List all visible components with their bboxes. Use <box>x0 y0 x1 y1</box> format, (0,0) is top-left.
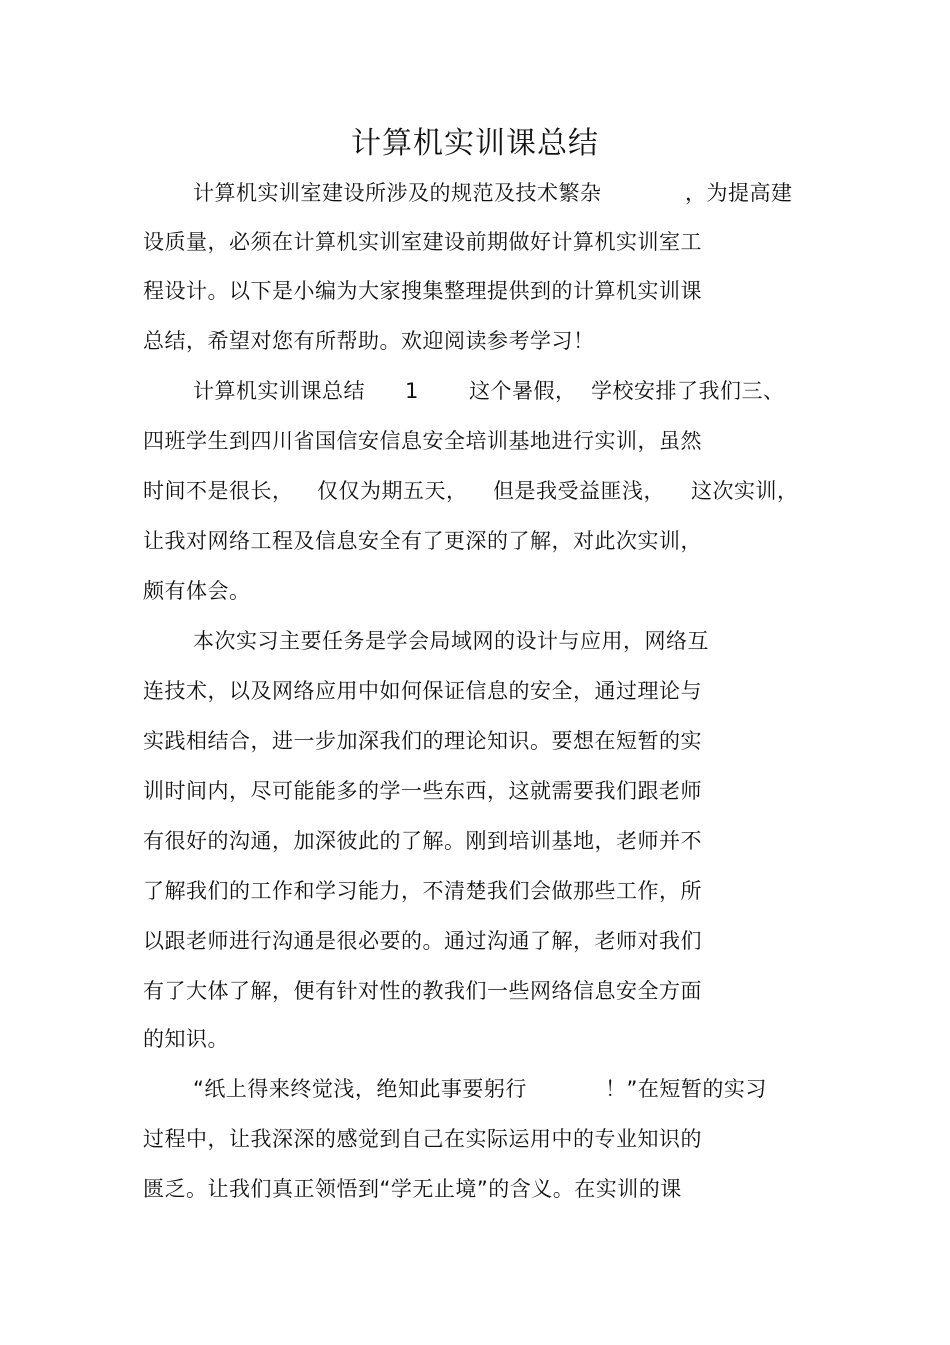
paragraph-2-line-3-seg-4: 这次实训， <box>691 479 799 503</box>
paragraph-2-number: 1 <box>405 379 419 403</box>
paragraph-2-line-5: 颇有体会。 <box>143 579 251 603</box>
paragraph-3-line-9: 的知识。 <box>143 1027 229 1051</box>
paragraph-2-line-1-text-b: 学校安排了我们三、 <box>591 379 785 403</box>
paragraph-3-line-4: 训时间内，尽可能能多的学一些东西，这就需要我们跟老师 <box>143 779 702 803</box>
document-title: 计算机实训课总结 <box>351 126 599 161</box>
paragraph-2-heading: 计算机实训课总结 <box>193 379 365 403</box>
paragraph-2-line-3-seg-1: 时间不是很长， <box>143 479 294 503</box>
paragraph-3-line-5: 有很好的沟通，加深彼此的了解。刚到培训基地，老师并不 <box>143 829 702 853</box>
paragraph-4-line-3: 匮乏。让我们真正领悟到“学无止境”的含义。在实训的课 <box>143 1177 682 1201</box>
paragraph-1-line-4: 总结，希望对您有所帮助。欢迎阅读参考学习！ <box>143 329 595 353</box>
paragraph-3-line-7: 以跟老师进行沟通是很必要的。通过沟通了解，老师对我们 <box>143 929 702 953</box>
paragraph-2-line-3-seg-3: 但是我受益匪浅， <box>493 479 665 503</box>
paragraph-3-line-8: 有了大体了解，便有针对性的教我们一些网络信息安全方面 <box>143 979 702 1003</box>
paragraph-4-quote: “纸上得来终觉浅，绝知此事要躬行 <box>193 1077 527 1101</box>
paragraph-3-line-1: 本次实习主要任务是学会局域网的设计与应用，网络互 <box>193 629 709 653</box>
paragraph-1-line-1-tail: ，为提高建 <box>685 181 793 205</box>
paragraph-1-line-2: 设质量，必须在计算机实训室建设前期做好计算机实训室工 <box>143 230 702 254</box>
paragraph-2-line-4: 让我对网络工程及信息安全有了更深的了解，对此次实训， <box>143 529 702 553</box>
paragraph-3-line-2: 连技术，以及网络应用中如何保证信息的安全，通过理论与 <box>143 679 702 703</box>
paragraph-3-line-6: 了解我们的工作和学习能力，不清楚我们会做那些工作，所 <box>143 879 702 903</box>
paragraph-2-line-3-seg-2: 仅仅为期五天， <box>317 479 468 503</box>
paragraph-1-line-1-text: 计算机实训室建设所涉及的规范及技术繁杂 <box>193 181 602 205</box>
paragraph-4-line-2: 过程中，让我深深的感觉到自己在实际运用中的专业知识的 <box>143 1127 702 1151</box>
paragraph-4-line-1-tail: ！”在短暂的实习 <box>605 1077 767 1101</box>
paragraph-2-line-2: 四班学生到四川省国信安信息安全培训基地进行实训，虽然 <box>143 429 702 453</box>
paragraph-2-line-1-text-a: 这个暑假， <box>469 379 577 403</box>
paragraph-1-line-3: 程设计。以下是小编为大家搜集整理提供到的计算机实训课 <box>143 279 702 303</box>
paragraph-3-line-3: 实践相结合，进一步加深我们的理论知识。要想在短暂的实 <box>143 729 702 753</box>
